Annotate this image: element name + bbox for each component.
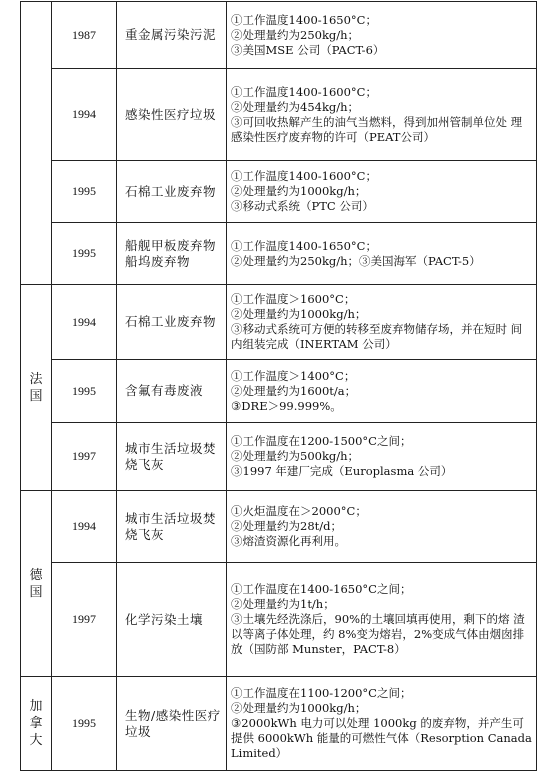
desc-line: ③熔渣资源化再利用。 <box>231 534 346 548</box>
country-cell-germany <box>21 491 52 677</box>
waste-type-cell: 感染性医疗垃圾 <box>117 69 227 161</box>
description-cell <box>227 69 537 161</box>
desc-line: ③DRE＞99.999%。 <box>231 398 342 413</box>
table-row <box>21 360 537 423</box>
year-cell: 1995 <box>52 223 117 285</box>
year-cell: 1994 <box>52 69 117 161</box>
desc-line: ②处理量约为1t/h； <box>231 597 335 611</box>
desc-line: ①工作温度＞1400°C； <box>231 368 356 383</box>
country-char: 拿 <box>29 716 43 731</box>
description-cell <box>227 360 537 423</box>
desc-line: ③移动式系统可方便的转移至废弃物储存场，并在短时 间内组装完成（INERTAM 公司） <box>231 322 523 351</box>
desc-line: ①工作温度在1100-1200°C之间； <box>231 686 412 700</box>
country-char: 国 <box>29 584 43 600</box>
year-cell: 1994 <box>52 491 117 563</box>
desc-line: ③土壤先经洗涤后，90%的土壤回填再使用，剩下的熔 渣以等离子体处理，约 8%变为熔岩，2%变成气体由烟囱排放（国防部 Munster，PACT-8） <box>231 612 525 656</box>
desc-line: ②处理量约为1600t/a； <box>231 383 357 398</box>
desc-line: ①工作温度1400-1650°C； <box>231 238 377 253</box>
table-row <box>21 423 537 491</box>
country-cell-1 <box>21 2 52 285</box>
desc-line: ②处理量约为28t/d； <box>231 519 342 533</box>
description-cell <box>227 677 537 771</box>
desc-line: ②处理量约为454kg/h； <box>231 99 360 114</box>
description-cell <box>227 423 537 491</box>
desc-line: ③美国MSE 公司（PACT-6） <box>231 42 385 57</box>
waste-type-cell: 船舰甲板废弃物船坞废弃物 <box>117 223 227 285</box>
table-row <box>21 677 537 771</box>
desc-line: ②处理量约为250kg/h；③美国海军（PACT-5） <box>231 253 481 268</box>
country-char: 大 <box>29 733 43 748</box>
desc-line: ②处理量约为1000kg/h； <box>231 307 367 321</box>
year-cell: 1994 <box>52 285 117 360</box>
country-char: 加 <box>29 699 43 714</box>
desc-line: ③可回收热解产生的油气当燃料，得到加州管制单位处 理感染性医疗废弃物的许可（PEAT公司） <box>231 114 523 144</box>
desc-line: ①工作温度1400-1600°C； <box>231 84 377 99</box>
table-row <box>21 223 537 285</box>
desc-line: ①工作温度在1400-1650°C之间； <box>231 582 412 596</box>
description-cell <box>227 223 537 285</box>
desc-line: ②处理量约为500kg/h； <box>231 449 360 463</box>
table-row <box>21 563 537 677</box>
description-cell <box>227 2 537 69</box>
year-cell: 1995 <box>52 360 117 423</box>
waste-type-cell: 含氟有毒废液 <box>117 360 227 423</box>
country-char: 德 <box>29 567 43 583</box>
description-cell <box>227 161 537 223</box>
table-row <box>21 285 537 360</box>
desc-line: ①火炬温度在＞2000°C； <box>231 504 367 518</box>
year-cell: 1997 <box>52 423 117 491</box>
waste-type-cell: 生物/感染性医疗垃圾 <box>117 677 227 771</box>
year-cell: 1995 <box>52 677 117 771</box>
desc-line: ②处理量约为250kg/h； <box>231 27 360 42</box>
year-cell: 1995 <box>52 161 117 223</box>
waste-type-cell: 石棉工业废弃物 <box>117 161 227 223</box>
desc-line: ③1997 年建厂完成（Europlasma 公司） <box>231 464 453 478</box>
waste-type-cell: 重金属污染污泥 <box>117 2 227 69</box>
table-row <box>21 2 537 69</box>
waste-type-cell: 城市生活垃圾焚烧飞灰 <box>117 423 227 491</box>
description-cell <box>227 285 537 360</box>
waste-type-cell: 化学污染土壤 <box>117 563 227 677</box>
description-cell <box>227 491 537 563</box>
table-row <box>21 69 537 161</box>
waste-type-cell: 城市生活垃圾焚 烧飞灰 <box>117 491 227 563</box>
table-row <box>21 161 537 223</box>
plasma-treatment-table <box>20 1 537 771</box>
desc-line: ②处理量约为1000kg/h； <box>231 701 367 715</box>
country-cell-canada <box>21 677 52 771</box>
year-cell: 1987 <box>52 2 117 69</box>
desc-line: ①工作温度1400-1600°C； <box>231 169 377 183</box>
desc-line: ①工作温度1400-1650°C； <box>231 12 377 27</box>
desc-line: ③移动式系统（PTC 公司） <box>231 199 374 213</box>
waste-type-cell: 石棉工业废弃物 <box>117 285 227 360</box>
country-char: 国 <box>29 388 43 404</box>
desc-line: ①工作温度在1200-1500°C之间； <box>231 434 412 448</box>
country-char: 法 <box>29 371 43 387</box>
desc-line: ②处理量约为1000kg/h； <box>231 184 367 198</box>
table-row <box>21 491 537 563</box>
desc-line: ①工作温度＞1600°C； <box>231 292 356 306</box>
country-cell-france <box>21 285 52 491</box>
description-cell <box>227 563 537 677</box>
desc-line: ③2000kWh 电力可以处理 1000kg 的废弃物，并产生可 提供 6000kWh 能量的可燃性气体（Resorption Canada Limited） <box>231 716 532 760</box>
year-cell: 1997 <box>52 563 117 677</box>
